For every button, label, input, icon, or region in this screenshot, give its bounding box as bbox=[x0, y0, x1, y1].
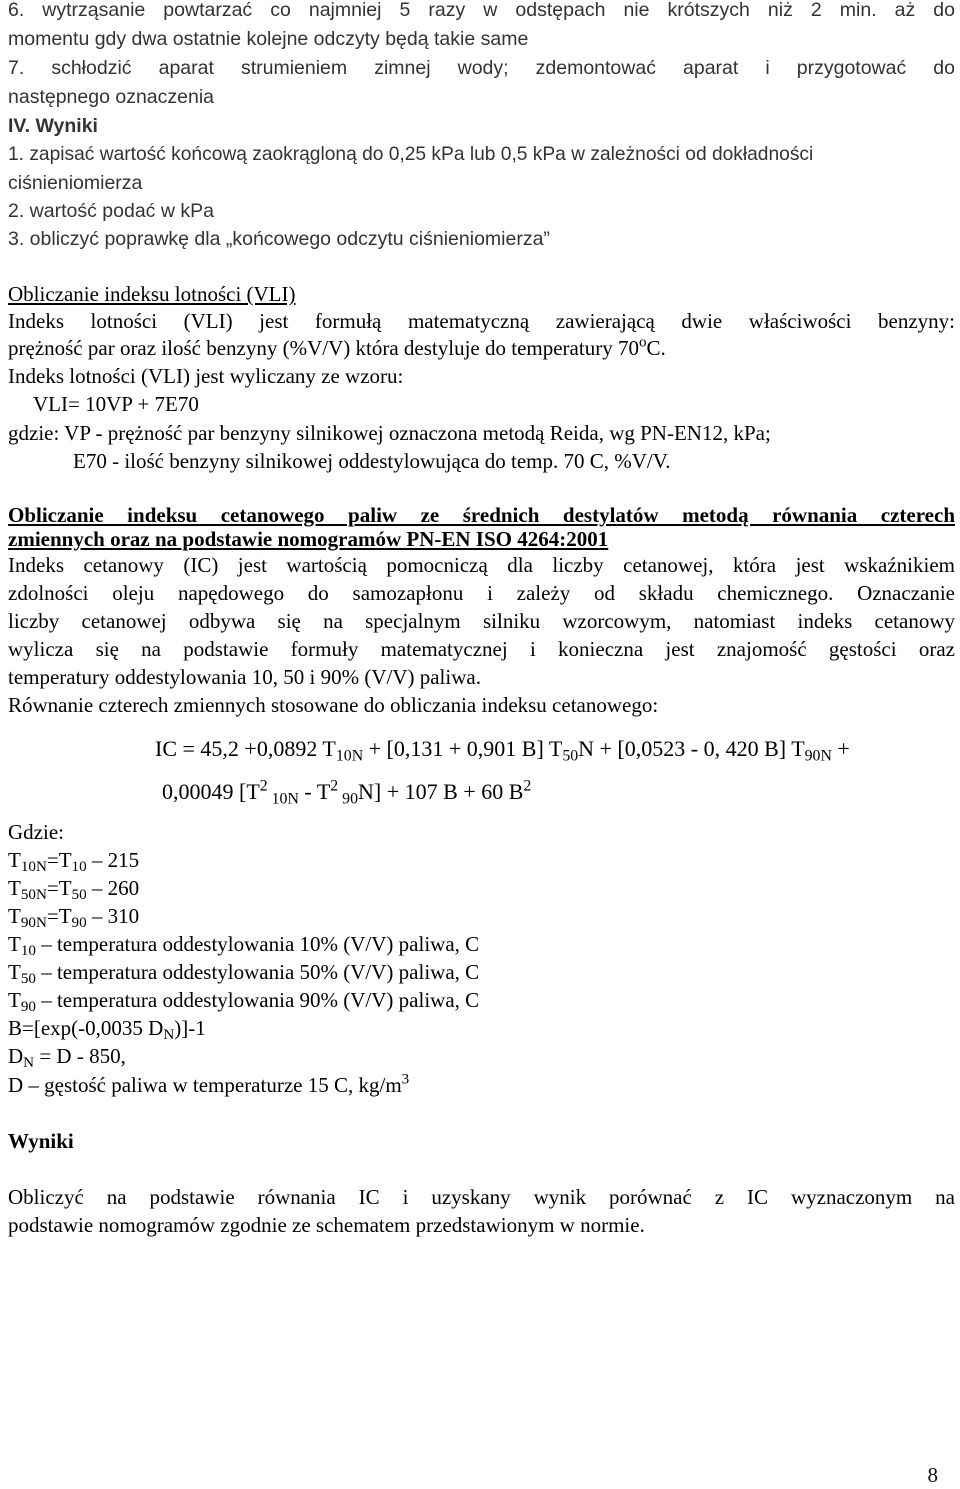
cetane-heading-line-1: Obliczanie indeksu cetanowego paliw ze średnich destylatów metodą równania czterech bbox=[8, 503, 955, 527]
vli-paragraph-line-2: prężność par oraz ilość benzyny (%V/V) która destyluje do temperatury 70$^o$C. bbox=[8, 334, 666, 360]
results-item-2: 2. wartość podać w kPa bbox=[8, 200, 214, 222]
cetane-paragraph-line: wylicza się na podstawie formuły matematycznej i konieczna jest znajomość gęstości oraz bbox=[8, 637, 955, 661]
results-item-1-line-2: ciśnieniomierza bbox=[8, 172, 143, 194]
cetane-paragraph-line: zdolności oleju napędowego do samozapłonu i zależy od składu chemicznego. Oznaczanie bbox=[8, 581, 955, 605]
cetane-paragraph-line: temperatury oddestylowania 10, 50 i 90% (V/V) paliwa. bbox=[8, 665, 481, 689]
d-definition: D – gęstość paliwa w temperaturze 15 C, $kg/m^3$ bbox=[8, 1071, 410, 1097]
definition-line: $T_{90}$ – temperatura oddestylowania 90% (V/V) paliwa, C bbox=[8, 988, 480, 1016]
page-number: 8 bbox=[927, 1463, 938, 1487]
results-heading-iv: IV. Wyniki bbox=[8, 115, 98, 137]
vli-formula-intro: Indeks lotności (VLI) jest wyliczany ze wzoru: bbox=[8, 364, 404, 388]
step-6-line-1: 6. wytrząsanie powtarzać co najmniej 5 razy w odstępach nie krótszych niż 2 min. aż do bbox=[8, 0, 955, 21]
cetane-heading-line-2: zmiennych oraz na podstawie nomogramów PN-EN ISO 4264:2001 bbox=[8, 527, 609, 551]
vli-paragraph-line-1: Indeks lotności (VLI) jest formułą matematyczną zawierającą dwie właściwości benzyny: bbox=[8, 309, 955, 333]
definition-line: $T_{10}$ – temperatura oddestylowania 10% (V/V) paliwa, C bbox=[8, 932, 480, 960]
definition-line: $T_{10N}=T_{10} - 215$ bbox=[8, 848, 140, 876]
results-item-1-line-1: 1. zapisać wartość końcową zaokrągloną do 0,25 kPa lub 0,5 kPa w zależności od dokładności bbox=[8, 144, 814, 165]
vli-heading: Obliczanie indeksu lotności (VLI) bbox=[8, 282, 296, 306]
vli-where-vp: gdzie: VP - prężność par benzyny silnikowej oznaczona metodą Reida, wg PN-EN12, kPa; bbox=[8, 421, 771, 445]
definition-line: $T_{50N}=T_{50} - 260$ bbox=[8, 876, 140, 904]
step-7-line-2: następnego oznaczenia bbox=[8, 86, 214, 108]
cetane-paragraph-line: liczby cetanowej odbywa się na specjalnym silniku wzorcowym, natomiast indeks cetanowy bbox=[8, 609, 955, 633]
step-7-line-1: 7. schłodzić aparat strumieniem zimnej wody; zdemontować aparat i przygotować do bbox=[8, 57, 955, 79]
where-label: Gdzie: bbox=[8, 820, 64, 844]
cetane-equation-line-1: IC = 45,2 +0,0892 $T_{10N} + [0,131 + 0,901$ B] $T_{50}N + [0,0523 - 0$, 420 B] $T_{90N}$ + bbox=[155, 736, 850, 765]
results-paragraph-line-2: podstawie nomogramów zgodnie ze schematem przedstawionym w normie. bbox=[8, 1213, 645, 1237]
results-heading: Wyniki bbox=[8, 1129, 74, 1153]
cetane-equation-intro: Równanie czterech zmiennych stosowane do obliczania indeksu cetanowego: bbox=[8, 693, 659, 717]
vli-where-e70: E70 - ilość benzyny silnikowej oddestylowująca do temp. 70 C, %V/V. bbox=[73, 449, 671, 473]
definition-line: $T_{90N}=T_{90} - 310$ bbox=[8, 904, 140, 932]
results-paragraph-line-1: Obliczyć na podstawie równania IC i uzyskany wynik porównać z IC wyznaczonym na bbox=[8, 1185, 955, 1209]
step-6-line-2: momentu gdy dwa ostatnie kolejne odczyty będą takie same bbox=[8, 28, 529, 50]
cetane-paragraph-line: Indeks cetanowy (IC) jest wartością pomocniczą dla liczby cetanowej, która jest wskaźnikiem bbox=[8, 553, 955, 577]
results-item-3: 3. obliczyć poprawkę dla „końcowego odczytu ciśnieniomierza” bbox=[8, 228, 550, 250]
b-definition: B=[exp(-0,0035 $D_N)]-1$ bbox=[8, 1016, 206, 1044]
definition-line: $T_{50}$ – temperatura oddestylowania 50% (V/V) paliwa, C bbox=[8, 960, 480, 988]
dn-definition: $D_N = D - 850$, bbox=[8, 1044, 126, 1072]
vli-formula: VLI= 10VP + 7E70 bbox=[33, 392, 199, 416]
cetane-equation-line-2: 0,00049 [$T^2$ $_{10N} - T^2$ $_{90}$N] + 107 B + 60 $B^2$ bbox=[162, 777, 532, 808]
